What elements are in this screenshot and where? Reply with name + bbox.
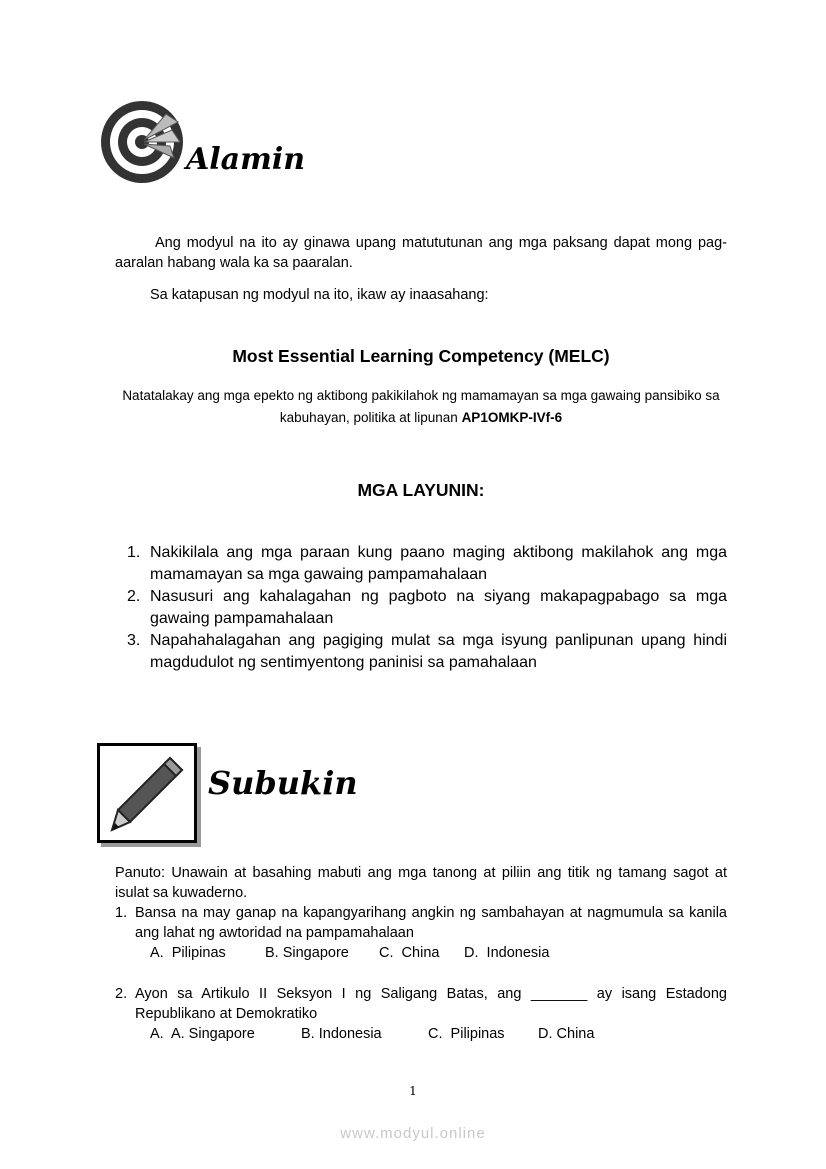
objective-item (127, 630, 727, 674)
quiz-instructions: Panuto: Unawain at basahing mabuti ang mga tanong at piliin ang titik ng tamang sagot at isulat sa kuwaderno. (115, 865, 727, 901)
objective-item (127, 586, 727, 630)
option-a[interactable]: A. Pilipinas (150, 945, 226, 961)
melc-code: AP1OMKP-IVf-6 (461, 410, 563, 425)
question-2-options (150, 1024, 727, 1044)
objective-text: Nasusuri ang kahalagahan ng pagboto na siyang makapagpabago sa mga gawaing pampamahalaan (150, 588, 727, 627)
expectation-text: Sa katapusan ng modyul na ito, ikaw ay inaasahang: (150, 287, 489, 303)
objectives-heading: MGA LAYUNIN: (357, 480, 485, 500)
option-c[interactable]: C. China (379, 945, 440, 961)
objective-item (127, 542, 727, 586)
question-number: 2. (115, 986, 128, 1002)
question-2 (115, 984, 727, 1024)
item-number: 2. (127, 588, 141, 605)
question-text: Bansa na may ganap na kapangyarihang angkin ng sambahayan at nagmumula sa kanila ang lahat ng awtoridad na pampamahalaan (135, 905, 727, 941)
melc-text: Natatalakay ang mga epekto ng aktibong pakikilahok ng mamamayan sa mga gawaing pansibiko sa kabuhayan, politika at lipunan (122, 388, 720, 425)
question-number: 1. (115, 905, 128, 921)
question-1-options (150, 943, 727, 963)
section-title-subukin: Subukin (208, 764, 358, 802)
option-c[interactable]: C. Pilipinas (428, 1026, 505, 1042)
objectives-list (127, 542, 727, 674)
question-1 (115, 903, 727, 943)
page-number: 1 (409, 1084, 417, 1098)
target-dart-icon (100, 100, 184, 184)
option-b[interactable]: B. Indonesia (301, 1026, 382, 1042)
item-number: 3. (127, 632, 141, 649)
intro-paragraph: Ang modyul na ito ay ginawa upang matututunan ang mga paksang dapat mong pag-aaralan habang wala ka sa paaralan. (115, 235, 727, 271)
section-title-alamin: Alamin (186, 142, 306, 177)
quiz-section (115, 863, 727, 1044)
melc-description (115, 385, 727, 429)
item-number: 1. (127, 544, 141, 561)
option-d[interactable]: D. China (538, 1026, 595, 1042)
watermark: www.modyul.online (340, 1125, 486, 1142)
option-a[interactable]: A. A. Singapore (150, 1026, 255, 1042)
option-b[interactable]: B. Singapore (265, 945, 349, 961)
option-d[interactable]: D. Indonesia (464, 945, 550, 961)
question-text: Ayon sa Artikulo II Seksyon I ng Saligang Batas, ang _______ ay isang Estadong Republikano at Demokratiko (135, 986, 727, 1022)
melc-heading: Most Essential Learning Competency (MELC) (232, 346, 610, 366)
objective-text: Nakikilala ang mga paraan kung paano maging aktibong makilahok ang mga mamamayan sa mga gawaing pampamahalaan (150, 544, 727, 583)
pencil-icon (97, 743, 197, 843)
objective-text: Napahahalagahan ang pagiging mulat sa mga isyung panlipunan upang hindi magdudulot ng sentimyentong paninisi sa pamahalaan (150, 632, 727, 671)
